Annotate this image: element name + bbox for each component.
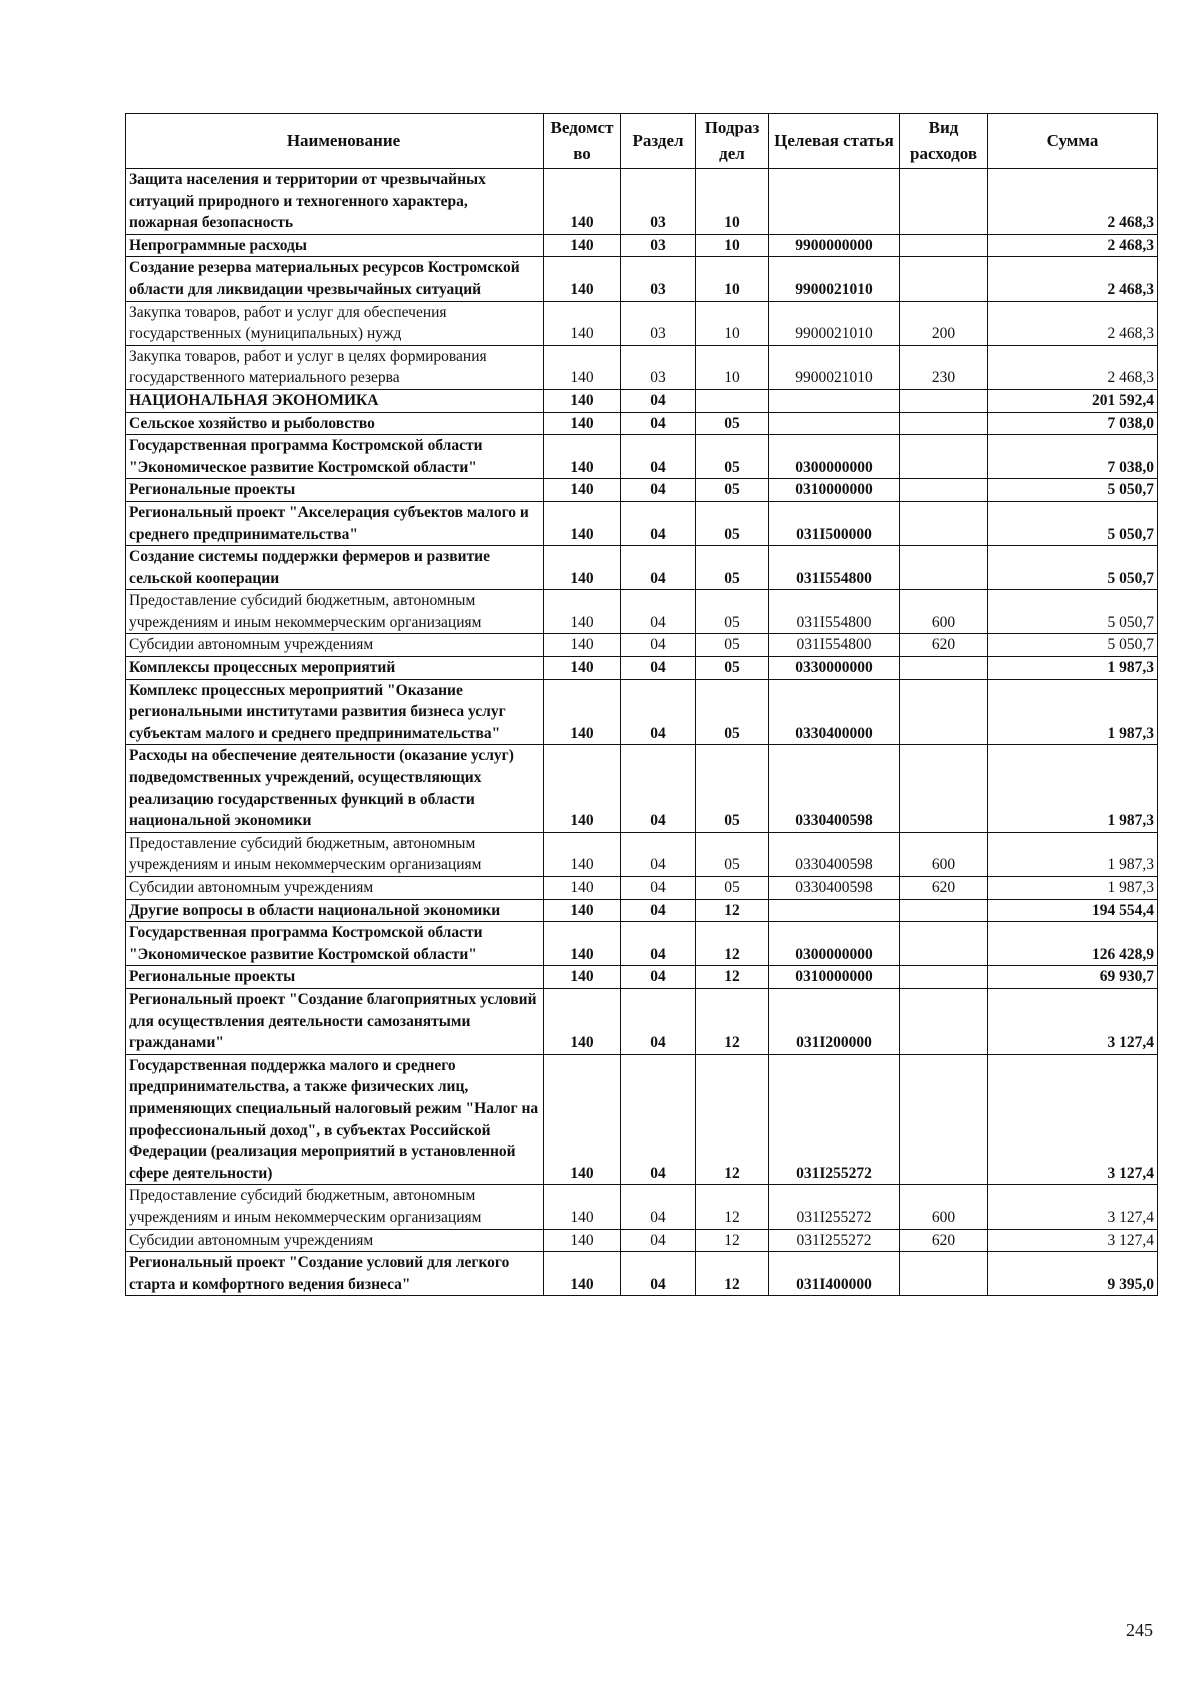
- cell-vedomstvo: 140: [544, 1252, 621, 1296]
- cell-podrazdel: 12: [696, 966, 769, 989]
- cell-podrazdel: 10: [696, 345, 769, 389]
- cell-name: Другие вопросы в области национальной экономики: [126, 899, 544, 922]
- cell-name: Государственная поддержка малого и среднего предпринимательства, а также физических лиц, применяющих специальный налоговый режим "Налог на профессиональный доход", в субъектах Российской Федерации (реализация мероприятий в установленной сфере деятельности): [126, 1054, 544, 1185]
- cell-podrazdel: 12: [696, 988, 769, 1054]
- cell-name: Государственная программа Костромской области "Экономическое развитие Костромской области": [126, 922, 544, 966]
- header-vid: Вид расходов: [900, 114, 988, 169]
- table-row: [126, 435, 1158, 479]
- cell-razdel: 04: [621, 1185, 696, 1229]
- table-row: [126, 657, 1158, 680]
- cell-summa: 3 127,4: [988, 988, 1158, 1054]
- cell-summa: 5 050,7: [988, 590, 1158, 634]
- table-row: [126, 1054, 1158, 1185]
- cell-vid: [900, 899, 988, 922]
- cell-summa: 7 038,0: [988, 412, 1158, 435]
- cell-name: Создание резерва материальных ресурсов Костромской области для ликвидации чрезвычайных ситуаций: [126, 257, 544, 301]
- cell-razdel: 03: [621, 234, 696, 257]
- cell-razdel: 04: [621, 1252, 696, 1296]
- cell-summa: 1 987,3: [988, 832, 1158, 876]
- cell-celevaya: [769, 389, 900, 412]
- cell-name: Комплексы процессных мероприятий: [126, 657, 544, 680]
- table-row: [126, 412, 1158, 435]
- cell-podrazdel: 10: [696, 234, 769, 257]
- cell-vid: [900, 501, 988, 545]
- cell-name: Предоставление субсидий бюджетным, автономным учреждениям и иным некоммерческим организациям: [126, 832, 544, 876]
- cell-vid: [900, 169, 988, 235]
- cell-summa: 69 930,7: [988, 966, 1158, 989]
- cell-vedomstvo: 140: [544, 657, 621, 680]
- cell-celevaya: 031I255272: [769, 1229, 900, 1252]
- table-row: [126, 257, 1158, 301]
- cell-celevaya: 0310000000: [769, 966, 900, 989]
- cell-vedomstvo: 140: [544, 412, 621, 435]
- cell-vedomstvo: 140: [544, 877, 621, 900]
- cell-name: Защита населения и территории от чрезвычайных ситуаций природного и техногенного характера, пожарная безопасность: [126, 169, 544, 235]
- cell-summa: 5 050,7: [988, 546, 1158, 590]
- cell-vedomstvo: 140: [544, 988, 621, 1054]
- cell-celevaya: 031I200000: [769, 988, 900, 1054]
- cell-vid: [900, 966, 988, 989]
- cell-podrazdel: 12: [696, 1252, 769, 1296]
- table-row: [126, 966, 1158, 989]
- cell-name: Региональные проекты: [126, 966, 544, 989]
- cell-vid: [900, 988, 988, 1054]
- cell-vid: [900, 389, 988, 412]
- cell-razdel: 04: [621, 435, 696, 479]
- header-name: Наименование: [126, 114, 544, 169]
- cell-celevaya: 0330400598: [769, 877, 900, 900]
- cell-razdel: 03: [621, 301, 696, 345]
- header-row: [126, 114, 1158, 169]
- cell-razdel: 04: [621, 679, 696, 745]
- table-body: [126, 169, 1158, 1296]
- cell-celevaya: 031I500000: [769, 501, 900, 545]
- cell-podrazdel: 05: [696, 832, 769, 876]
- cell-podrazdel: 05: [696, 412, 769, 435]
- table-row: [126, 988, 1158, 1054]
- cell-vedomstvo: 140: [544, 679, 621, 745]
- cell-celevaya: 031I255272: [769, 1185, 900, 1229]
- cell-celevaya: 031I400000: [769, 1252, 900, 1296]
- cell-name: Субсидии автономным учреждениям: [126, 634, 544, 657]
- cell-vid: [900, 1252, 988, 1296]
- cell-summa: 2 468,3: [988, 169, 1158, 235]
- cell-podrazdel: [696, 389, 769, 412]
- table-row: [126, 877, 1158, 900]
- cell-celevaya: 0310000000: [769, 479, 900, 502]
- cell-vid: [900, 257, 988, 301]
- table-row: [126, 479, 1158, 502]
- table-row: [126, 590, 1158, 634]
- cell-vedomstvo: 140: [544, 634, 621, 657]
- table-row: [126, 1185, 1158, 1229]
- cell-vedomstvo: 140: [544, 257, 621, 301]
- table-row: [126, 899, 1158, 922]
- cell-vedomstvo: 140: [544, 479, 621, 502]
- cell-vedomstvo: 140: [544, 899, 621, 922]
- cell-summa: 2 468,3: [988, 234, 1158, 257]
- header-celevaya: Целевая статья: [769, 114, 900, 169]
- cell-celevaya: 031I554800: [769, 590, 900, 634]
- cell-vedomstvo: 140: [544, 745, 621, 832]
- cell-vedomstvo: 140: [544, 1185, 621, 1229]
- cell-razdel: 04: [621, 657, 696, 680]
- cell-summa: 1 987,3: [988, 679, 1158, 745]
- cell-podrazdel: 12: [696, 1185, 769, 1229]
- table-row: [126, 169, 1158, 235]
- cell-name: Субсидии автономным учреждениям: [126, 877, 544, 900]
- cell-podrazdel: 05: [696, 435, 769, 479]
- cell-vedomstvo: 140: [544, 546, 621, 590]
- cell-razdel: 04: [621, 634, 696, 657]
- cell-celevaya: 9900021010: [769, 257, 900, 301]
- cell-vid: [900, 922, 988, 966]
- cell-vedomstvo: 140: [544, 345, 621, 389]
- cell-celevaya: 0300000000: [769, 922, 900, 966]
- cell-vid: 200: [900, 301, 988, 345]
- cell-vid: [900, 679, 988, 745]
- cell-razdel: 03: [621, 169, 696, 235]
- cell-podrazdel: 05: [696, 479, 769, 502]
- cell-vedomstvo: 140: [544, 590, 621, 634]
- table-row: [126, 301, 1158, 345]
- cell-podrazdel: 05: [696, 745, 769, 832]
- cell-name: Закупка товаров, работ и услуг в целях формирования государственного материального резерва: [126, 345, 544, 389]
- cell-razdel: 04: [621, 479, 696, 502]
- cell-name: Субсидии автономным учреждениям: [126, 1229, 544, 1252]
- table-row: [126, 1229, 1158, 1252]
- page-number: 245: [1126, 1620, 1153, 1640]
- table-row: [126, 389, 1158, 412]
- cell-celevaya: 031I255272: [769, 1054, 900, 1185]
- table-row: [126, 679, 1158, 745]
- cell-razdel: 04: [621, 590, 696, 634]
- cell-razdel: 03: [621, 345, 696, 389]
- cell-vid: 600: [900, 1185, 988, 1229]
- cell-name: Региональный проект "Создание благоприятных условий для осуществления деятельности самозанятыми гражданами": [126, 988, 544, 1054]
- cell-summa: 1 987,3: [988, 877, 1158, 900]
- cell-vedomstvo: 140: [544, 389, 621, 412]
- cell-summa: 1 987,3: [988, 745, 1158, 832]
- cell-vedomstvo: 140: [544, 966, 621, 989]
- cell-vid: [900, 412, 988, 435]
- cell-vedomstvo: 140: [544, 832, 621, 876]
- table-row: [126, 234, 1158, 257]
- cell-razdel: 04: [621, 1229, 696, 1252]
- cell-celevaya: 0330000000: [769, 657, 900, 680]
- cell-summa: 5 050,7: [988, 634, 1158, 657]
- cell-razdel: 04: [621, 412, 696, 435]
- cell-vid: [900, 1054, 988, 1185]
- cell-podrazdel: 05: [696, 657, 769, 680]
- cell-podrazdel: 10: [696, 301, 769, 345]
- cell-vid: 620: [900, 634, 988, 657]
- cell-name: Расходы на обеспечение деятельности (оказание услуг) подведомственных учреждений, осуществляющих реализацию государственных функций в области национальной экономики: [126, 745, 544, 832]
- cell-summa: 201 592,4: [988, 389, 1158, 412]
- cell-razdel: 04: [621, 899, 696, 922]
- budget-table: [125, 113, 1158, 1296]
- cell-name: Региональные проекты: [126, 479, 544, 502]
- cell-razdel: 04: [621, 877, 696, 900]
- cell-razdel: 04: [621, 1054, 696, 1185]
- cell-podrazdel: 05: [696, 877, 769, 900]
- cell-summa: 5 050,7: [988, 501, 1158, 545]
- cell-razdel: 04: [621, 501, 696, 545]
- header-podrazdel: Подраз дел: [696, 114, 769, 169]
- header-razdel: Раздел: [621, 114, 696, 169]
- cell-celevaya: 9900021010: [769, 345, 900, 389]
- header-summa: Сумма: [988, 114, 1158, 169]
- table-row: [126, 745, 1158, 832]
- cell-name: Закупка товаров, работ и услуг для обеспечения государственных (муниципальных) нужд: [126, 301, 544, 345]
- cell-summa: 1 987,3: [988, 657, 1158, 680]
- cell-name: Предоставление субсидий бюджетным, автономным учреждениям и иным некоммерческим организациям: [126, 1185, 544, 1229]
- cell-celevaya: 031I554800: [769, 546, 900, 590]
- cell-name: НАЦИОНАЛЬНАЯ ЭКОНОМИКА: [126, 389, 544, 412]
- table-row: [126, 501, 1158, 545]
- cell-summa: 3 127,4: [988, 1185, 1158, 1229]
- cell-name: Непрограммные расходы: [126, 234, 544, 257]
- cell-podrazdel: 05: [696, 546, 769, 590]
- cell-name: Предоставление субсидий бюджетным, автономным учреждениям и иным некоммерческим организациям: [126, 590, 544, 634]
- cell-vedomstvo: 140: [544, 435, 621, 479]
- cell-podrazdel: 12: [696, 899, 769, 922]
- header-vedomstvo: Ведомст во: [544, 114, 621, 169]
- cell-razdel: 04: [621, 922, 696, 966]
- cell-podrazdel: 10: [696, 169, 769, 235]
- cell-razdel: 04: [621, 832, 696, 876]
- cell-name: Комплекс процессных мероприятий "Оказание региональными институтами развития бизнеса услуг субъектам малого и среднего предпринимательства": [126, 679, 544, 745]
- cell-vid: [900, 657, 988, 680]
- cell-razdel: 03: [621, 257, 696, 301]
- cell-celevaya: [769, 412, 900, 435]
- cell-summa: 7 038,0: [988, 435, 1158, 479]
- cell-vedomstvo: 140: [544, 1054, 621, 1185]
- cell-summa: 2 468,3: [988, 345, 1158, 389]
- cell-vid: [900, 745, 988, 832]
- cell-vid: 620: [900, 1229, 988, 1252]
- cell-name: Государственная программа Костромской области "Экономическое развитие Костромской области": [126, 435, 544, 479]
- cell-razdel: 04: [621, 988, 696, 1054]
- cell-celevaya: 9900021010: [769, 301, 900, 345]
- table-row: [126, 546, 1158, 590]
- cell-vid: [900, 479, 988, 502]
- cell-vid: 600: [900, 832, 988, 876]
- cell-summa: 3 127,4: [988, 1229, 1158, 1252]
- table-row: [126, 832, 1158, 876]
- cell-vid: 620: [900, 877, 988, 900]
- cell-summa: 9 395,0: [988, 1252, 1158, 1296]
- cell-podrazdel: 12: [696, 1054, 769, 1185]
- cell-vid: 230: [900, 345, 988, 389]
- cell-razdel: 04: [621, 389, 696, 412]
- cell-name: Региональный проект "Акселерация субъектов малого и среднего предпринимательства": [126, 501, 544, 545]
- cell-razdel: 04: [621, 966, 696, 989]
- cell-celevaya: 0330400000: [769, 679, 900, 745]
- cell-podrazdel: 05: [696, 501, 769, 545]
- cell-summa: 126 428,9: [988, 922, 1158, 966]
- cell-summa: 2 468,3: [988, 257, 1158, 301]
- cell-name: Создание системы поддержки фермеров и развитие сельской кооперации: [126, 546, 544, 590]
- cell-vedomstvo: 140: [544, 501, 621, 545]
- cell-celevaya: 031I554800: [769, 634, 900, 657]
- cell-podrazdel: 05: [696, 590, 769, 634]
- cell-celevaya: [769, 899, 900, 922]
- cell-celevaya: 0330400598: [769, 832, 900, 876]
- cell-name: Региональный проект "Создание условий для легкого старта и комфортного ведения бизнеса": [126, 1252, 544, 1296]
- cell-podrazdel: 10: [696, 257, 769, 301]
- cell-vid: [900, 234, 988, 257]
- cell-celevaya: 0330400598: [769, 745, 900, 832]
- cell-vid: 600: [900, 590, 988, 634]
- cell-vid: [900, 546, 988, 590]
- cell-celevaya: 9900000000: [769, 234, 900, 257]
- cell-razdel: 04: [621, 546, 696, 590]
- table-row: [126, 922, 1158, 966]
- cell-podrazdel: 12: [696, 922, 769, 966]
- cell-summa: 5 050,7: [988, 479, 1158, 502]
- table-row: [126, 1252, 1158, 1296]
- cell-vedomstvo: 140: [544, 234, 621, 257]
- cell-podrazdel: 05: [696, 679, 769, 745]
- cell-vedomstvo: 140: [544, 922, 621, 966]
- cell-celevaya: [769, 169, 900, 235]
- cell-vedomstvo: 140: [544, 1229, 621, 1252]
- cell-vid: [900, 435, 988, 479]
- cell-summa: 194 554,4: [988, 899, 1158, 922]
- table-row: [126, 345, 1158, 389]
- cell-vedomstvo: 140: [544, 169, 621, 235]
- cell-name: Сельское хозяйство и рыболовство: [126, 412, 544, 435]
- cell-summa: 3 127,4: [988, 1054, 1158, 1185]
- cell-podrazdel: 12: [696, 1229, 769, 1252]
- cell-podrazdel: 05: [696, 634, 769, 657]
- cell-vedomstvo: 140: [544, 301, 621, 345]
- cell-summa: 2 468,3: [988, 301, 1158, 345]
- cell-razdel: 04: [621, 745, 696, 832]
- cell-celevaya: 0300000000: [769, 435, 900, 479]
- table-row: [126, 634, 1158, 657]
